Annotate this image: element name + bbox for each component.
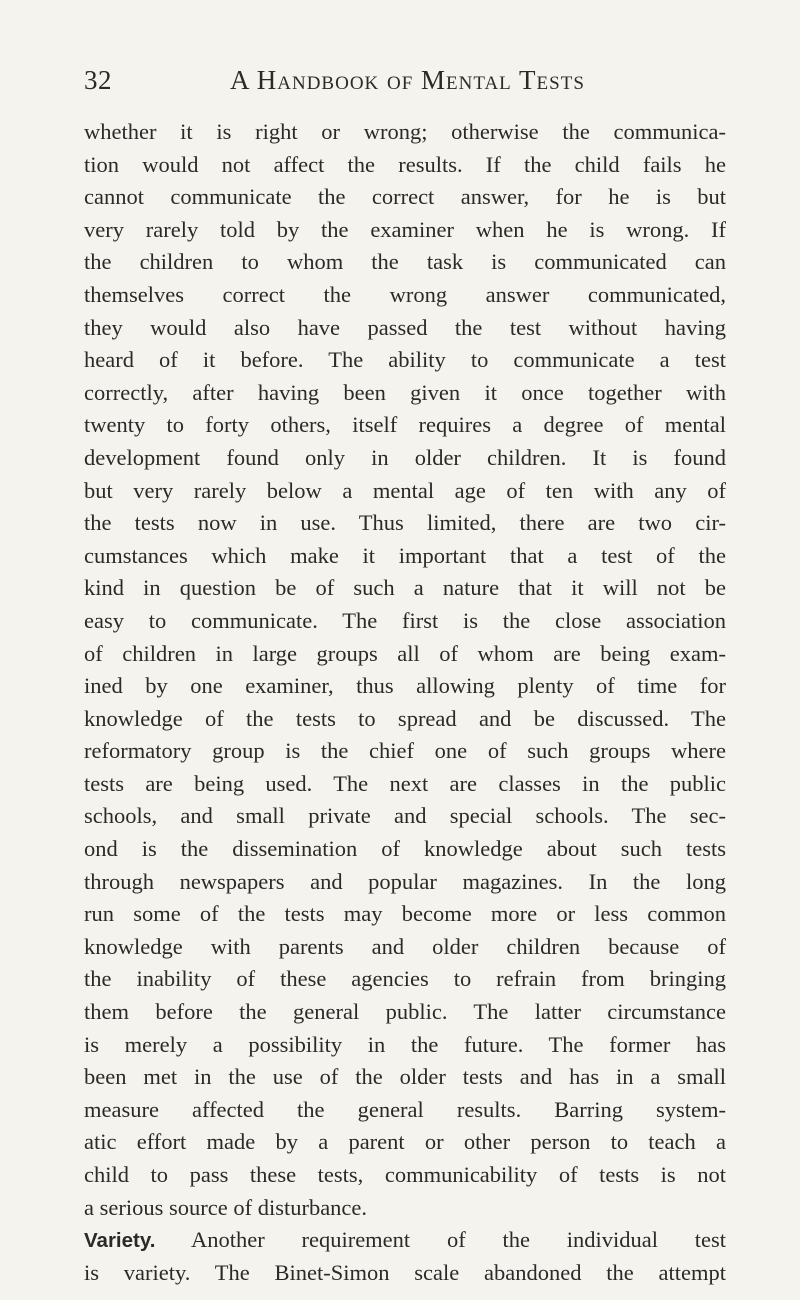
text-line: the tests now in use. Thus limited, there are two cir- [84,510,726,536]
text-line: schools, and small private and special schools. The sec- [84,803,726,829]
text-line: atic effort made by a parent or other person to teach a [84,1129,726,1155]
text-line: they would also have passed the test without having [84,314,726,340]
text-line: cannot communicate the correct answer, for he is but [84,184,726,210]
text-line: them before the general public. The latter circumstance [84,999,726,1025]
text-line: ond is the dissemination of knowledge about such tests [84,836,726,862]
text-line: reformatory group is the chief one of such groups where [84,738,726,764]
text-line: tests are being used. The next are classes in the public [84,770,726,796]
text-line: the inability of these agencies to refrain from bringing [84,966,726,992]
text-line: run some of the tests may become more or less common [84,901,726,927]
text-line: through newspapers and popular magazines. In the long [84,868,726,894]
text-line: themselves correct the wrong answer communicated, [84,281,726,307]
text-line: tion would not affect the results. If the child fails he [84,151,726,177]
text-line: development found only in older children. It is found [84,444,726,470]
text-line: but very rarely below a mental age of ten with any of [84,477,726,503]
text-line: of children in large groups all of whom are being exam- [84,640,726,666]
text-line: been met in the use of the older tests and has in a small [84,1064,726,1090]
text-line: is variety. The Binet-Simon scale abandoned the attempt [84,1259,726,1285]
text-line: the children to whom the task is communicated can [84,249,726,275]
variety-text: Another requirement of the individual test [190,1227,726,1253]
book-title: A Handbook of Mental Tests [230,65,585,95]
text-line: very rarely told by the examiner when he is wrong. If [84,216,726,242]
text-line: kind in question be of such a nature that it will not be [84,575,726,601]
text-line: heard of it before. The ability to communicate a test [84,347,726,373]
page-number: 32 [84,65,112,95]
text-line: child to pass these tests, communicability of tests is not [84,1162,726,1187]
text-line: cumstances which make it important that a test of the [84,542,726,568]
text-line: knowledge of the tests to spread and be discussed. The [84,705,726,731]
text-line: twenty to forty others, itself requires a degree of mental [84,412,726,438]
running-head [84,62,724,98]
text-line: a serious source of disturbance. [84,1194,368,1220]
text-line: whether it is right or wrong; otherwise the communica- [84,119,726,144]
text-line: correctly, after having been given it once together with [84,379,726,405]
variety-heading: Variety. [84,1229,156,1253]
text-line: knowledge with parents and older children because of [84,933,726,959]
variety-paragraph-line [84,1224,726,1257]
text-line: measure affected the general results. Barring system- [84,1096,726,1122]
text-line: ined by one examiner, thus allowing plenty of time for [84,673,726,699]
body-text [84,116,726,1289]
text-line: easy to communicate. The first is the close association [84,607,726,633]
text-line: is merely a possibility in the future. The former has [84,1031,726,1057]
